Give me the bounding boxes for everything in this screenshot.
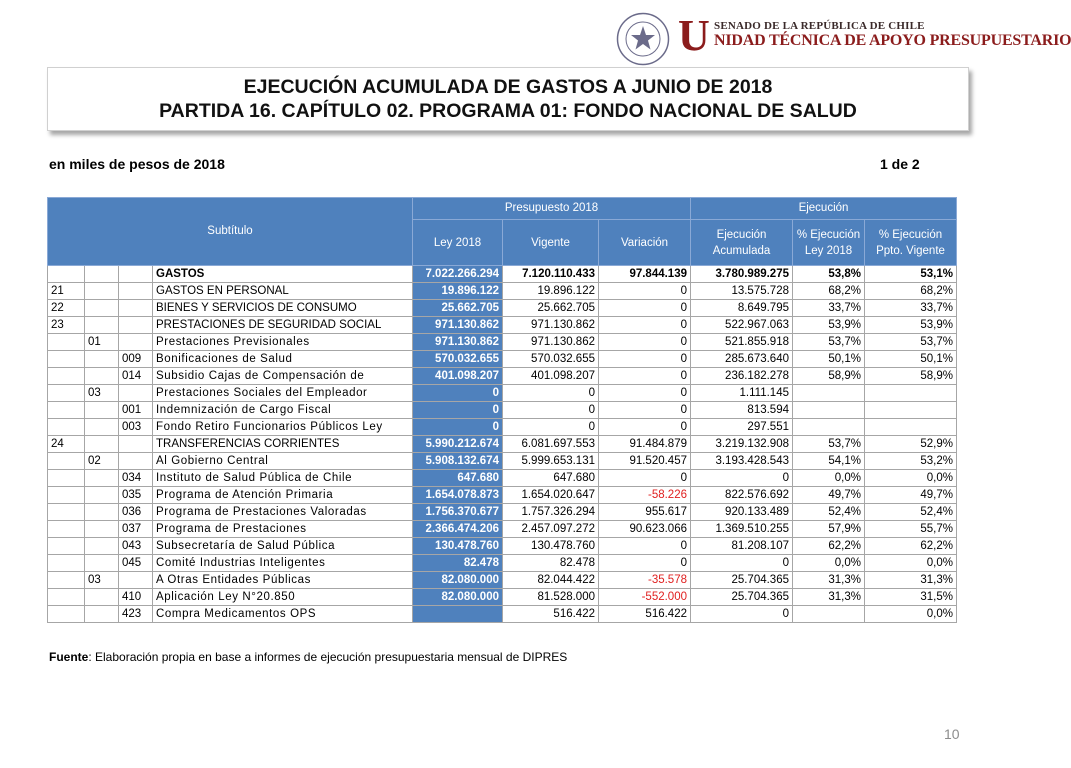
cell-item	[85, 266, 119, 283]
table-row	[48, 470, 957, 487]
cell-ley: 647.680	[413, 470, 503, 487]
cell-pct-ley: 53,8%	[793, 266, 865, 283]
cell-asignacion	[119, 334, 153, 351]
table-row	[48, 436, 957, 453]
table-row	[48, 555, 957, 572]
cell-pct-vigente: 50,1%	[865, 351, 957, 368]
cell-item	[85, 436, 119, 453]
senate-seal-icon	[616, 12, 670, 66]
cell-pct-ley	[793, 385, 865, 402]
cell-name: Compra Medicamentos OPS	[153, 606, 413, 623]
cell-item: 01	[85, 334, 119, 351]
cell-vigente: 0	[503, 402, 599, 419]
pager-label: 1 de 2	[880, 156, 920, 172]
cell-asignacion: 009	[119, 351, 153, 368]
cell-variacion: 955.617	[599, 504, 691, 521]
cell-name: Programa de Atención Primaria	[153, 487, 413, 504]
cell-asignacion	[119, 436, 153, 453]
cell-variacion: 0	[599, 334, 691, 351]
cell-asignacion	[119, 283, 153, 300]
cell-subtitulo	[48, 606, 85, 623]
cell-subtitulo	[48, 368, 85, 385]
cell-vigente: 82.044.422	[503, 572, 599, 589]
cell-asignacion: 035	[119, 487, 153, 504]
cell-asignacion	[119, 453, 153, 470]
cell-item	[85, 351, 119, 368]
table-row	[48, 368, 957, 385]
source-note: Fuente: Elaboración propia en base a informes de ejecución presupuestaria mensual de DIPRES	[49, 650, 568, 664]
cell-item	[85, 487, 119, 504]
cell-asignacion	[119, 572, 153, 589]
cell-item	[85, 538, 119, 555]
cell-name: Aplicación Ley N°20.850	[153, 589, 413, 606]
cell-pct-vigente: 0,0%	[865, 555, 957, 572]
cell-ejecucion: 3.193.428.543	[691, 453, 793, 470]
cell-ley: 971.130.862	[413, 317, 503, 334]
cell-asignacion: 037	[119, 521, 153, 538]
cell-item: 02	[85, 453, 119, 470]
cell-variacion: 0	[599, 385, 691, 402]
cell-ejecucion: 813.594	[691, 402, 793, 419]
brand-senate-text: SENADO DE LA REPÚBLICA DE CHILE	[714, 20, 925, 32]
cell-subtitulo: 22	[48, 300, 85, 317]
cell-item	[85, 470, 119, 487]
cell-name: Subsidio Cajas de Compensación de	[153, 368, 413, 385]
header-subtitulo: Subtítulo	[48, 198, 413, 266]
cell-ejecucion: 920.133.489	[691, 504, 793, 521]
table-row	[48, 487, 957, 504]
cell-ejecucion: 13.575.728	[691, 283, 793, 300]
cell-variacion: -552.000	[599, 589, 691, 606]
cell-asignacion	[119, 317, 153, 334]
title-box	[47, 67, 969, 131]
cell-asignacion: 034	[119, 470, 153, 487]
cell-ley: 5.990.212.674	[413, 436, 503, 453]
cell-item	[85, 589, 119, 606]
table-row	[48, 351, 957, 368]
cell-variacion: 0	[599, 368, 691, 385]
cell-pct-vigente: 52,9%	[865, 436, 957, 453]
cell-pct-vigente: 58,9%	[865, 368, 957, 385]
cell-pct-vigente: 31,5%	[865, 589, 957, 606]
cell-vigente: 19.896.122	[503, 283, 599, 300]
cell-subtitulo	[48, 589, 85, 606]
cell-item	[85, 402, 119, 419]
cell-pct-vigente: 52,4%	[865, 504, 957, 521]
cell-pct-vigente: 0,0%	[865, 470, 957, 487]
cell-vigente: 81.528.000	[503, 589, 599, 606]
cell-subtitulo: 23	[48, 317, 85, 334]
cell-vigente: 7.120.110.433	[503, 266, 599, 283]
cell-vigente: 647.680	[503, 470, 599, 487]
cell-name: TRANSFERENCIAS CORRIENTES	[153, 436, 413, 453]
cell-variacion: -35.578	[599, 572, 691, 589]
cell-ejecucion: 236.182.278	[691, 368, 793, 385]
cell-ley: 7.022.266.294	[413, 266, 503, 283]
senate-logo	[612, 8, 1071, 66]
header-ejecucion: Ejecución	[691, 198, 957, 220]
cell-vigente: 1.757.326.294	[503, 504, 599, 521]
cell-vigente: 1.654.020.647	[503, 487, 599, 504]
cell-subtitulo	[48, 266, 85, 283]
cell-ley: 19.896.122	[413, 283, 503, 300]
cell-subtitulo	[48, 385, 85, 402]
table-row	[48, 300, 957, 317]
cell-ejecucion: 3.780.989.275	[691, 266, 793, 283]
page-subtitle: PARTIDA 16. CAPÍTULO 02. PROGRAMA 01: FONDO NACIONAL DE SALUD	[159, 100, 857, 122]
cell-subtitulo	[48, 572, 85, 589]
cell-ley	[413, 606, 503, 623]
cell-name: Comité Industrias Inteligentes	[153, 555, 413, 572]
cell-vigente: 401.098.207	[503, 368, 599, 385]
cell-ley: 2.366.474.206	[413, 521, 503, 538]
header-ley: Ley 2018	[413, 220, 503, 266]
cell-name: Prestaciones Previsionales	[153, 334, 413, 351]
cell-ley: 130.478.760	[413, 538, 503, 555]
cell-ejecucion: 822.576.692	[691, 487, 793, 504]
cell-variacion: 0	[599, 538, 691, 555]
cell-pct-ley: 57,9%	[793, 521, 865, 538]
cell-pct-ley: 62,2%	[793, 538, 865, 555]
cell-ley: 401.098.207	[413, 368, 503, 385]
cell-variacion: 0	[599, 470, 691, 487]
table-row	[48, 453, 957, 470]
table-row	[48, 266, 957, 283]
cell-pct-ley: 58,9%	[793, 368, 865, 385]
cell-ley: 971.130.862	[413, 334, 503, 351]
cell-pct-vigente: 53,1%	[865, 266, 957, 283]
cell-ejecucion: 297.551	[691, 419, 793, 436]
cell-asignacion: 001	[119, 402, 153, 419]
cell-ley: 0	[413, 402, 503, 419]
brand-unit-text: NIDAD TÉCNICA DE APOYO PRESUPUESTARIO	[714, 32, 1071, 49]
cell-ejecucion: 25.704.365	[691, 589, 793, 606]
cell-ejecucion: 285.673.640	[691, 351, 793, 368]
page-title: EJECUCIÓN ACUMULADA DE GASTOS A JUNIO DE 2018	[243, 76, 773, 98]
cell-subtitulo	[48, 470, 85, 487]
cell-variacion: 0	[599, 300, 691, 317]
cell-ejecucion: 0	[691, 555, 793, 572]
cell-ejecucion: 522.967.063	[691, 317, 793, 334]
cell-pct-vigente: 49,7%	[865, 487, 957, 504]
cell-ley: 82.478	[413, 555, 503, 572]
cell-name: GASTOS	[153, 266, 413, 283]
units-label: en miles de pesos de 2018	[49, 156, 225, 172]
table-row	[48, 589, 957, 606]
cell-variacion: -58.226	[599, 487, 691, 504]
cell-pct-ley: 54,1%	[793, 453, 865, 470]
cell-pct-vigente: 53,2%	[865, 453, 957, 470]
cell-item	[85, 283, 119, 300]
table-row	[48, 385, 957, 402]
cell-name: Bonificaciones de Salud	[153, 351, 413, 368]
cell-pct-ley: 50,1%	[793, 351, 865, 368]
cell-name: Al Gobierno Central	[153, 453, 413, 470]
cell-ley: 82.080.000	[413, 572, 503, 589]
cell-asignacion: 043	[119, 538, 153, 555]
cell-vigente: 5.999.653.131	[503, 453, 599, 470]
cell-vigente: 0	[503, 385, 599, 402]
cell-name: Prestaciones Sociales del Empleador	[153, 385, 413, 402]
cell-pct-vigente: 33,7%	[865, 300, 957, 317]
cell-name: Subsecretaría de Salud Pública	[153, 538, 413, 555]
cell-pct-vigente: 53,9%	[865, 317, 957, 334]
cell-vigente: 971.130.862	[503, 334, 599, 351]
budget-table	[47, 197, 957, 623]
cell-vigente: 82.478	[503, 555, 599, 572]
cell-vigente: 2.457.097.272	[503, 521, 599, 538]
table-row	[48, 283, 957, 300]
cell-variacion: 0	[599, 317, 691, 334]
cell-pct-ley: 31,3%	[793, 572, 865, 589]
cell-item	[85, 521, 119, 538]
brand-letter: U	[678, 11, 710, 60]
cell-subtitulo	[48, 453, 85, 470]
cell-pct-vigente: 62,2%	[865, 538, 957, 555]
cell-pct-ley	[793, 419, 865, 436]
header-vigente: Vigente	[503, 220, 599, 266]
cell-name: Instituto de Salud Pública de Chile	[153, 470, 413, 487]
cell-asignacion: 423	[119, 606, 153, 623]
cell-pct-ley: 68,2%	[793, 283, 865, 300]
header-pct-vigente: % Ejecución Ppto. Vigente	[865, 220, 957, 266]
cell-ejecucion: 25.704.365	[691, 572, 793, 589]
cell-pct-vigente	[865, 385, 957, 402]
cell-variacion: 0	[599, 351, 691, 368]
cell-name: Indemnización de Cargo Fiscal	[153, 402, 413, 419]
cell-ley: 570.032.655	[413, 351, 503, 368]
cell-asignacion: 036	[119, 504, 153, 521]
cell-pct-ley	[793, 606, 865, 623]
cell-pct-ley: 0,0%	[793, 555, 865, 572]
cell-asignacion: 410	[119, 589, 153, 606]
cell-pct-ley: 52,4%	[793, 504, 865, 521]
cell-ley: 1.756.370.677	[413, 504, 503, 521]
cell-variacion: 0	[599, 402, 691, 419]
cell-item	[85, 317, 119, 334]
cell-asignacion: 014	[119, 368, 153, 385]
cell-asignacion: 045	[119, 555, 153, 572]
table-row	[48, 402, 957, 419]
cell-vigente: 6.081.697.553	[503, 436, 599, 453]
cell-subtitulo	[48, 504, 85, 521]
cell-item	[85, 300, 119, 317]
cell-subtitulo	[48, 521, 85, 538]
cell-pct-ley: 33,7%	[793, 300, 865, 317]
cell-ejecucion: 0	[691, 606, 793, 623]
cell-item	[85, 419, 119, 436]
cell-ley: 1.654.078.873	[413, 487, 503, 504]
header-presupuesto: Presupuesto 2018	[413, 198, 691, 220]
cell-name: A Otras Entidades Públicas	[153, 572, 413, 589]
cell-subtitulo	[48, 402, 85, 419]
cell-asignacion	[119, 300, 153, 317]
cell-subtitulo	[48, 487, 85, 504]
cell-name: BIENES Y SERVICIOS DE CONSUMO	[153, 300, 413, 317]
header-ejecucion-acumulada: Ejecución Acumulada	[691, 220, 793, 266]
header-variacion: Variación	[599, 220, 691, 266]
cell-variacion: 97.844.139	[599, 266, 691, 283]
table-row	[48, 572, 957, 589]
cell-ejecucion: 3.219.132.908	[691, 436, 793, 453]
cell-vigente: 516.422	[503, 606, 599, 623]
cell-ley: 82.080.000	[413, 589, 503, 606]
cell-item	[85, 606, 119, 623]
cell-pct-ley	[793, 402, 865, 419]
cell-vigente: 570.032.655	[503, 351, 599, 368]
cell-pct-vigente	[865, 419, 957, 436]
table-row	[48, 538, 957, 555]
cell-asignacion	[119, 266, 153, 283]
cell-item	[85, 368, 119, 385]
cell-pct-ley: 53,7%	[793, 334, 865, 351]
table-row	[48, 419, 957, 436]
cell-variacion: 90.623.066	[599, 521, 691, 538]
cell-asignacion	[119, 385, 153, 402]
cell-ejecucion: 8.649.795	[691, 300, 793, 317]
cell-pct-ley: 0,0%	[793, 470, 865, 487]
cell-variacion: 0	[599, 283, 691, 300]
cell-variacion: 0	[599, 419, 691, 436]
cell-subtitulo	[48, 419, 85, 436]
cell-ejecucion: 81.208.107	[691, 538, 793, 555]
cell-pct-ley: 49,7%	[793, 487, 865, 504]
page-number: 10	[944, 726, 960, 742]
cell-pct-ley: 53,7%	[793, 436, 865, 453]
cell-variacion: 91.520.457	[599, 453, 691, 470]
cell-pct-ley: 31,3%	[793, 589, 865, 606]
cell-name: Programa de Prestaciones Valoradas	[153, 504, 413, 521]
cell-pct-vigente: 31,3%	[865, 572, 957, 589]
cell-ejecucion: 521.855.918	[691, 334, 793, 351]
header-pct-ley: % Ejecución Ley 2018	[793, 220, 865, 266]
cell-pct-vigente: 53,7%	[865, 334, 957, 351]
table-row	[48, 317, 957, 334]
cell-ley: 0	[413, 385, 503, 402]
cell-pct-vigente: 68,2%	[865, 283, 957, 300]
cell-subtitulo	[48, 351, 85, 368]
cell-vigente: 130.478.760	[503, 538, 599, 555]
table-row	[48, 334, 957, 351]
table-row	[48, 504, 957, 521]
cell-name: PRESTACIONES DE SEGURIDAD SOCIAL	[153, 317, 413, 334]
cell-item	[85, 504, 119, 521]
cell-variacion: 91.484.879	[599, 436, 691, 453]
cell-subtitulo: 24	[48, 436, 85, 453]
cell-item	[85, 555, 119, 572]
cell-ley: 0	[413, 419, 503, 436]
cell-ejecucion: 1.369.510.255	[691, 521, 793, 538]
cell-name: Programa de Prestaciones	[153, 521, 413, 538]
cell-subtitulo: 21	[48, 283, 85, 300]
cell-ejecucion: 0	[691, 470, 793, 487]
table-row	[48, 606, 957, 623]
cell-vigente: 971.130.862	[503, 317, 599, 334]
cell-subtitulo	[48, 334, 85, 351]
cell-ejecucion: 1.111.145	[691, 385, 793, 402]
cell-pct-vigente	[865, 402, 957, 419]
cell-subtitulo	[48, 555, 85, 572]
cell-name: Fondo Retiro Funcionarios Públicos Ley	[153, 419, 413, 436]
cell-asignacion: 003	[119, 419, 153, 436]
cell-variacion: 516.422	[599, 606, 691, 623]
cell-subtitulo	[48, 538, 85, 555]
cell-pct-vigente: 55,7%	[865, 521, 957, 538]
cell-ley: 5.908.132.674	[413, 453, 503, 470]
cell-vigente: 0	[503, 419, 599, 436]
table-row	[48, 521, 957, 538]
cell-item: 03	[85, 572, 119, 589]
cell-name: GASTOS EN PERSONAL	[153, 283, 413, 300]
cell-pct-vigente: 0,0%	[865, 606, 957, 623]
cell-vigente: 25.662.705	[503, 300, 599, 317]
cell-item: 03	[85, 385, 119, 402]
cell-ley: 25.662.705	[413, 300, 503, 317]
cell-pct-ley: 53,9%	[793, 317, 865, 334]
cell-variacion: 0	[599, 555, 691, 572]
